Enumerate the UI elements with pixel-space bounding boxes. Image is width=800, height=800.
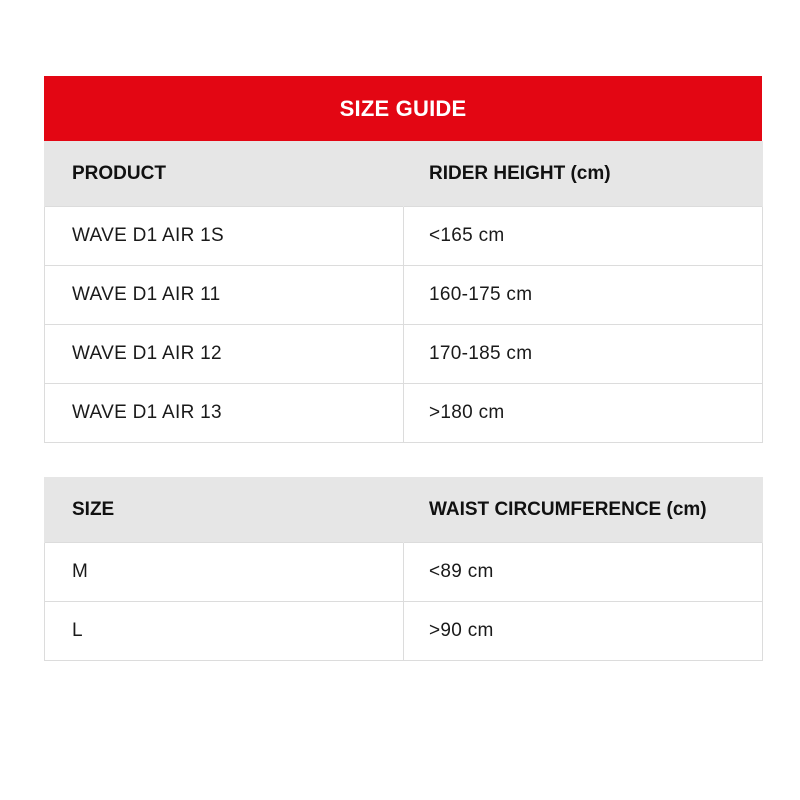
size-label: M [45,543,404,602]
table-row [45,207,763,266]
product-name: WAVE D1 AIR 11 [45,266,404,325]
product-name: WAVE D1 AIR 12 [45,325,404,384]
table-header-row [45,141,763,207]
table-header-row [45,477,763,543]
rider-height: <165 cm [404,207,763,266]
header-product: PRODUCT [45,141,404,207]
size-guide-header [44,76,762,141]
header-waist-circumference: WAIST CIRCUMFERENCE (cm) [404,477,763,543]
table-row [45,384,763,443]
size-guide-title: SIZE GUIDE [339,95,467,121]
header-size: SIZE [45,477,404,543]
table-row [45,602,763,661]
rider-height: 160-175 cm [404,266,763,325]
product-name: WAVE D1 AIR 13 [45,384,404,443]
header-rider-height: RIDER HEIGHT (cm) [404,141,763,207]
size-guide [44,76,762,661]
table-row [45,325,763,384]
size-label: L [45,602,404,661]
product-height-table [44,141,763,443]
product-name: WAVE D1 AIR 1S [45,207,404,266]
table-row [45,266,763,325]
rider-height: 170-185 cm [404,325,763,384]
waist-circumference: <89 cm [404,543,763,602]
rider-height: >180 cm [404,384,763,443]
table-row [45,543,763,602]
waist-circumference: >90 cm [404,602,763,661]
waist-size-table [44,477,763,661]
